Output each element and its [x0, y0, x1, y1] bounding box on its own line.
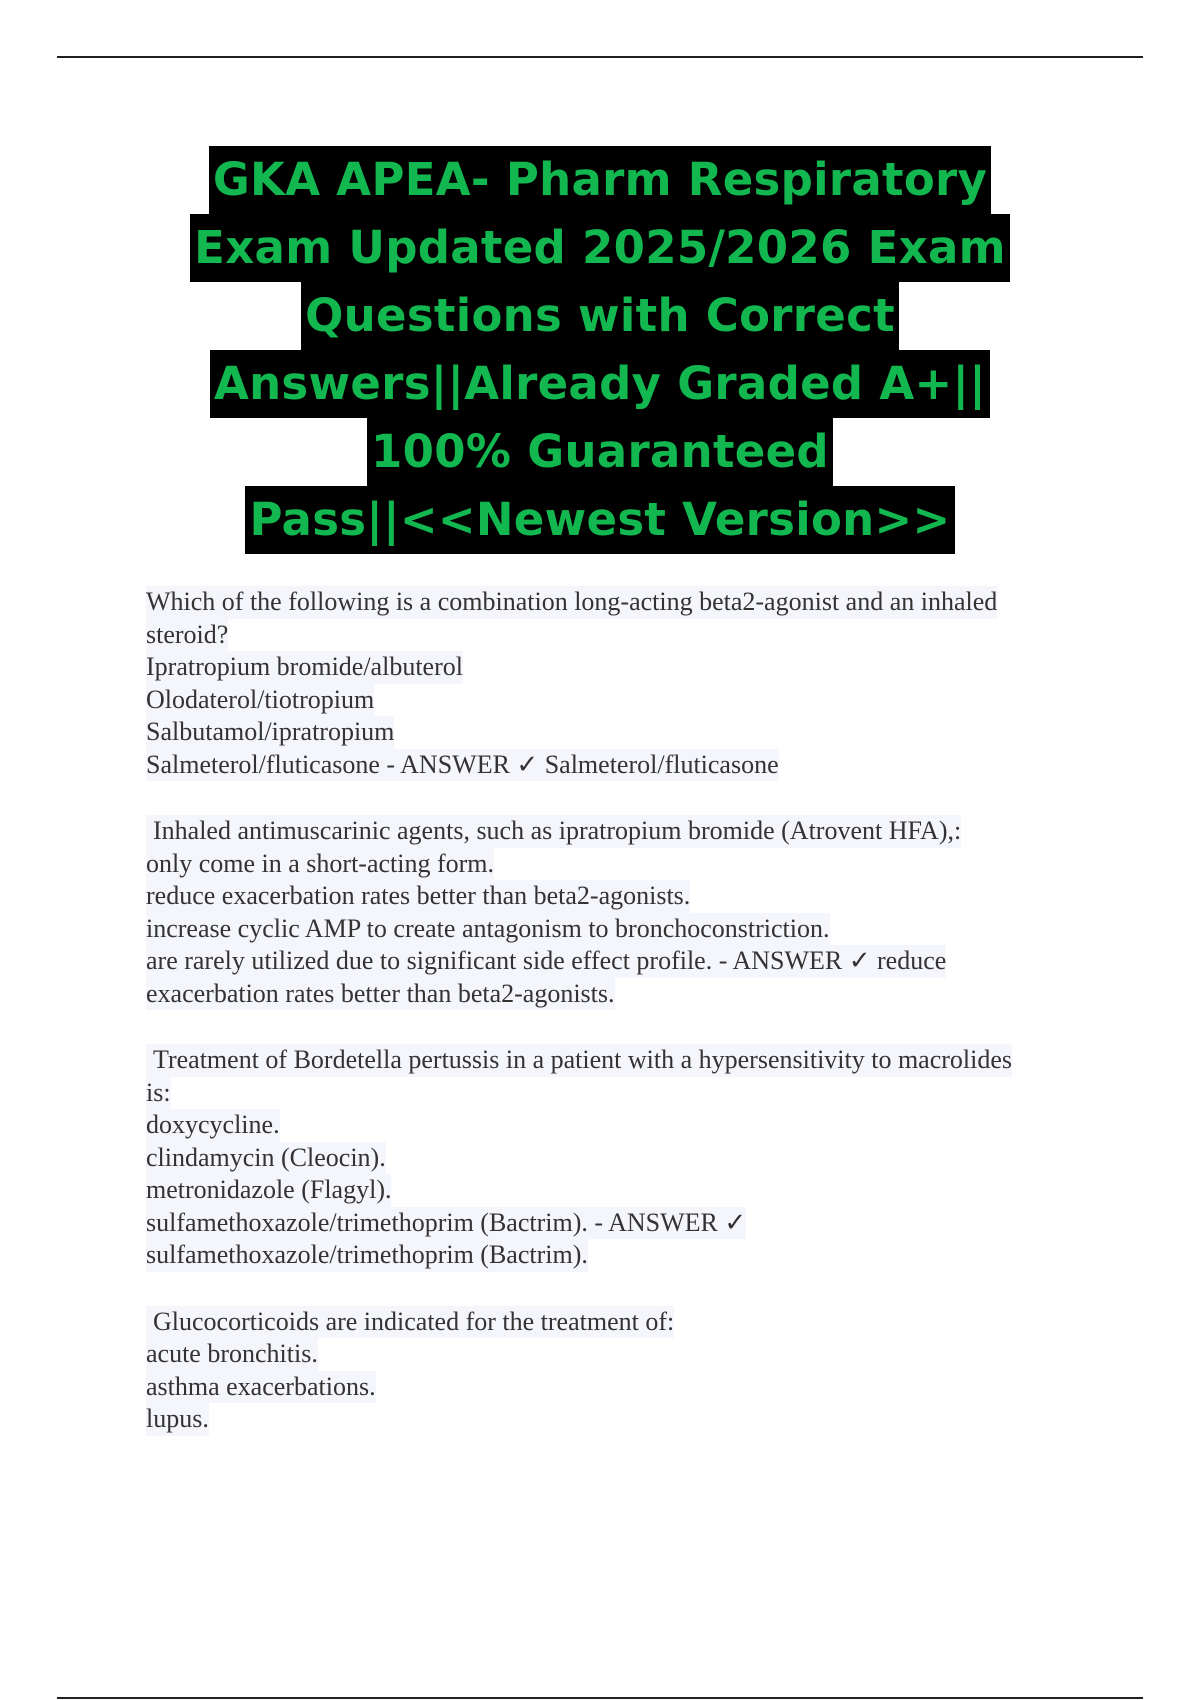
document-title: [100, 146, 1100, 554]
question-block: [146, 1306, 1106, 1436]
title-line: Answers||Already Graded A+||: [210, 350, 990, 418]
title-line: GKA APEA- Pharm Respiratory: [209, 146, 991, 214]
answer-option: clindamycin (Cleocin).: [146, 1142, 386, 1175]
top-rule: [57, 56, 1143, 58]
question-block: [146, 815, 1106, 1010]
answer-option: only come in a short-acting form.: [146, 848, 494, 881]
bottom-rule: [57, 1697, 1143, 1699]
question-block: [146, 586, 1106, 781]
question-prompt: is:: [146, 1077, 171, 1110]
question-prompt: steroid?: [146, 619, 228, 652]
answer-option: increase cyclic AMP to create antagonism to bronchoconstriction.: [146, 913, 830, 946]
answer-option: acute bronchitis.: [146, 1338, 318, 1371]
answer-option: Salbutamol/ipratropium: [146, 716, 394, 749]
question-block: [146, 1044, 1106, 1272]
title-line: 100% Guaranteed: [367, 418, 833, 486]
question-prompt: Which of the following is a combination long-acting beta2-agonist and an inhaled: [146, 586, 997, 619]
answer-option: reduce exacerbation rates better than beta2-agonists.: [146, 880, 690, 913]
correct-answer: sulfamethoxazole/trimethoprim (Bactrim).: [146, 1239, 588, 1272]
question-prompt: Treatment of Bordetella pertussis in a patient with a hypersensitivity to macrolides: [146, 1044, 1012, 1077]
answer-option: asthma exacerbations.: [146, 1371, 376, 1404]
title-line: Pass||<<Newest Version>>: [245, 486, 954, 554]
answer-option: lupus.: [146, 1403, 209, 1436]
correct-answer: sulfamethoxazole/trimethoprim (Bactrim). - ANSWER ✓: [146, 1207, 746, 1240]
question-list: [146, 586, 1106, 1470]
answer-option: Ipratropium bromide/albuterol: [146, 651, 463, 684]
correct-answer: are rarely utilized due to significant side effect profile. - ANSWER ✓ reduce: [146, 945, 946, 978]
answer-option: Olodaterol/tiotropium: [146, 684, 374, 717]
answer-option: metronidazole (Flagyl).: [146, 1174, 391, 1207]
question-prompt: Inhaled antimuscarinic agents, such as ipratropium bromide (Atrovent HFA),:: [146, 815, 961, 848]
title-line: Exam Updated 2025/2026 Exam: [190, 214, 1010, 282]
title-line: Questions with Correct: [301, 282, 899, 350]
correct-answer: Salmeterol/fluticasone - ANSWER ✓ Salmeterol/fluticasone: [146, 749, 779, 782]
correct-answer: exacerbation rates better than beta2-agonists.: [146, 978, 615, 1011]
question-prompt: Glucocorticoids are indicated for the treatment of:: [146, 1306, 674, 1339]
answer-option: doxycycline.: [146, 1109, 280, 1142]
